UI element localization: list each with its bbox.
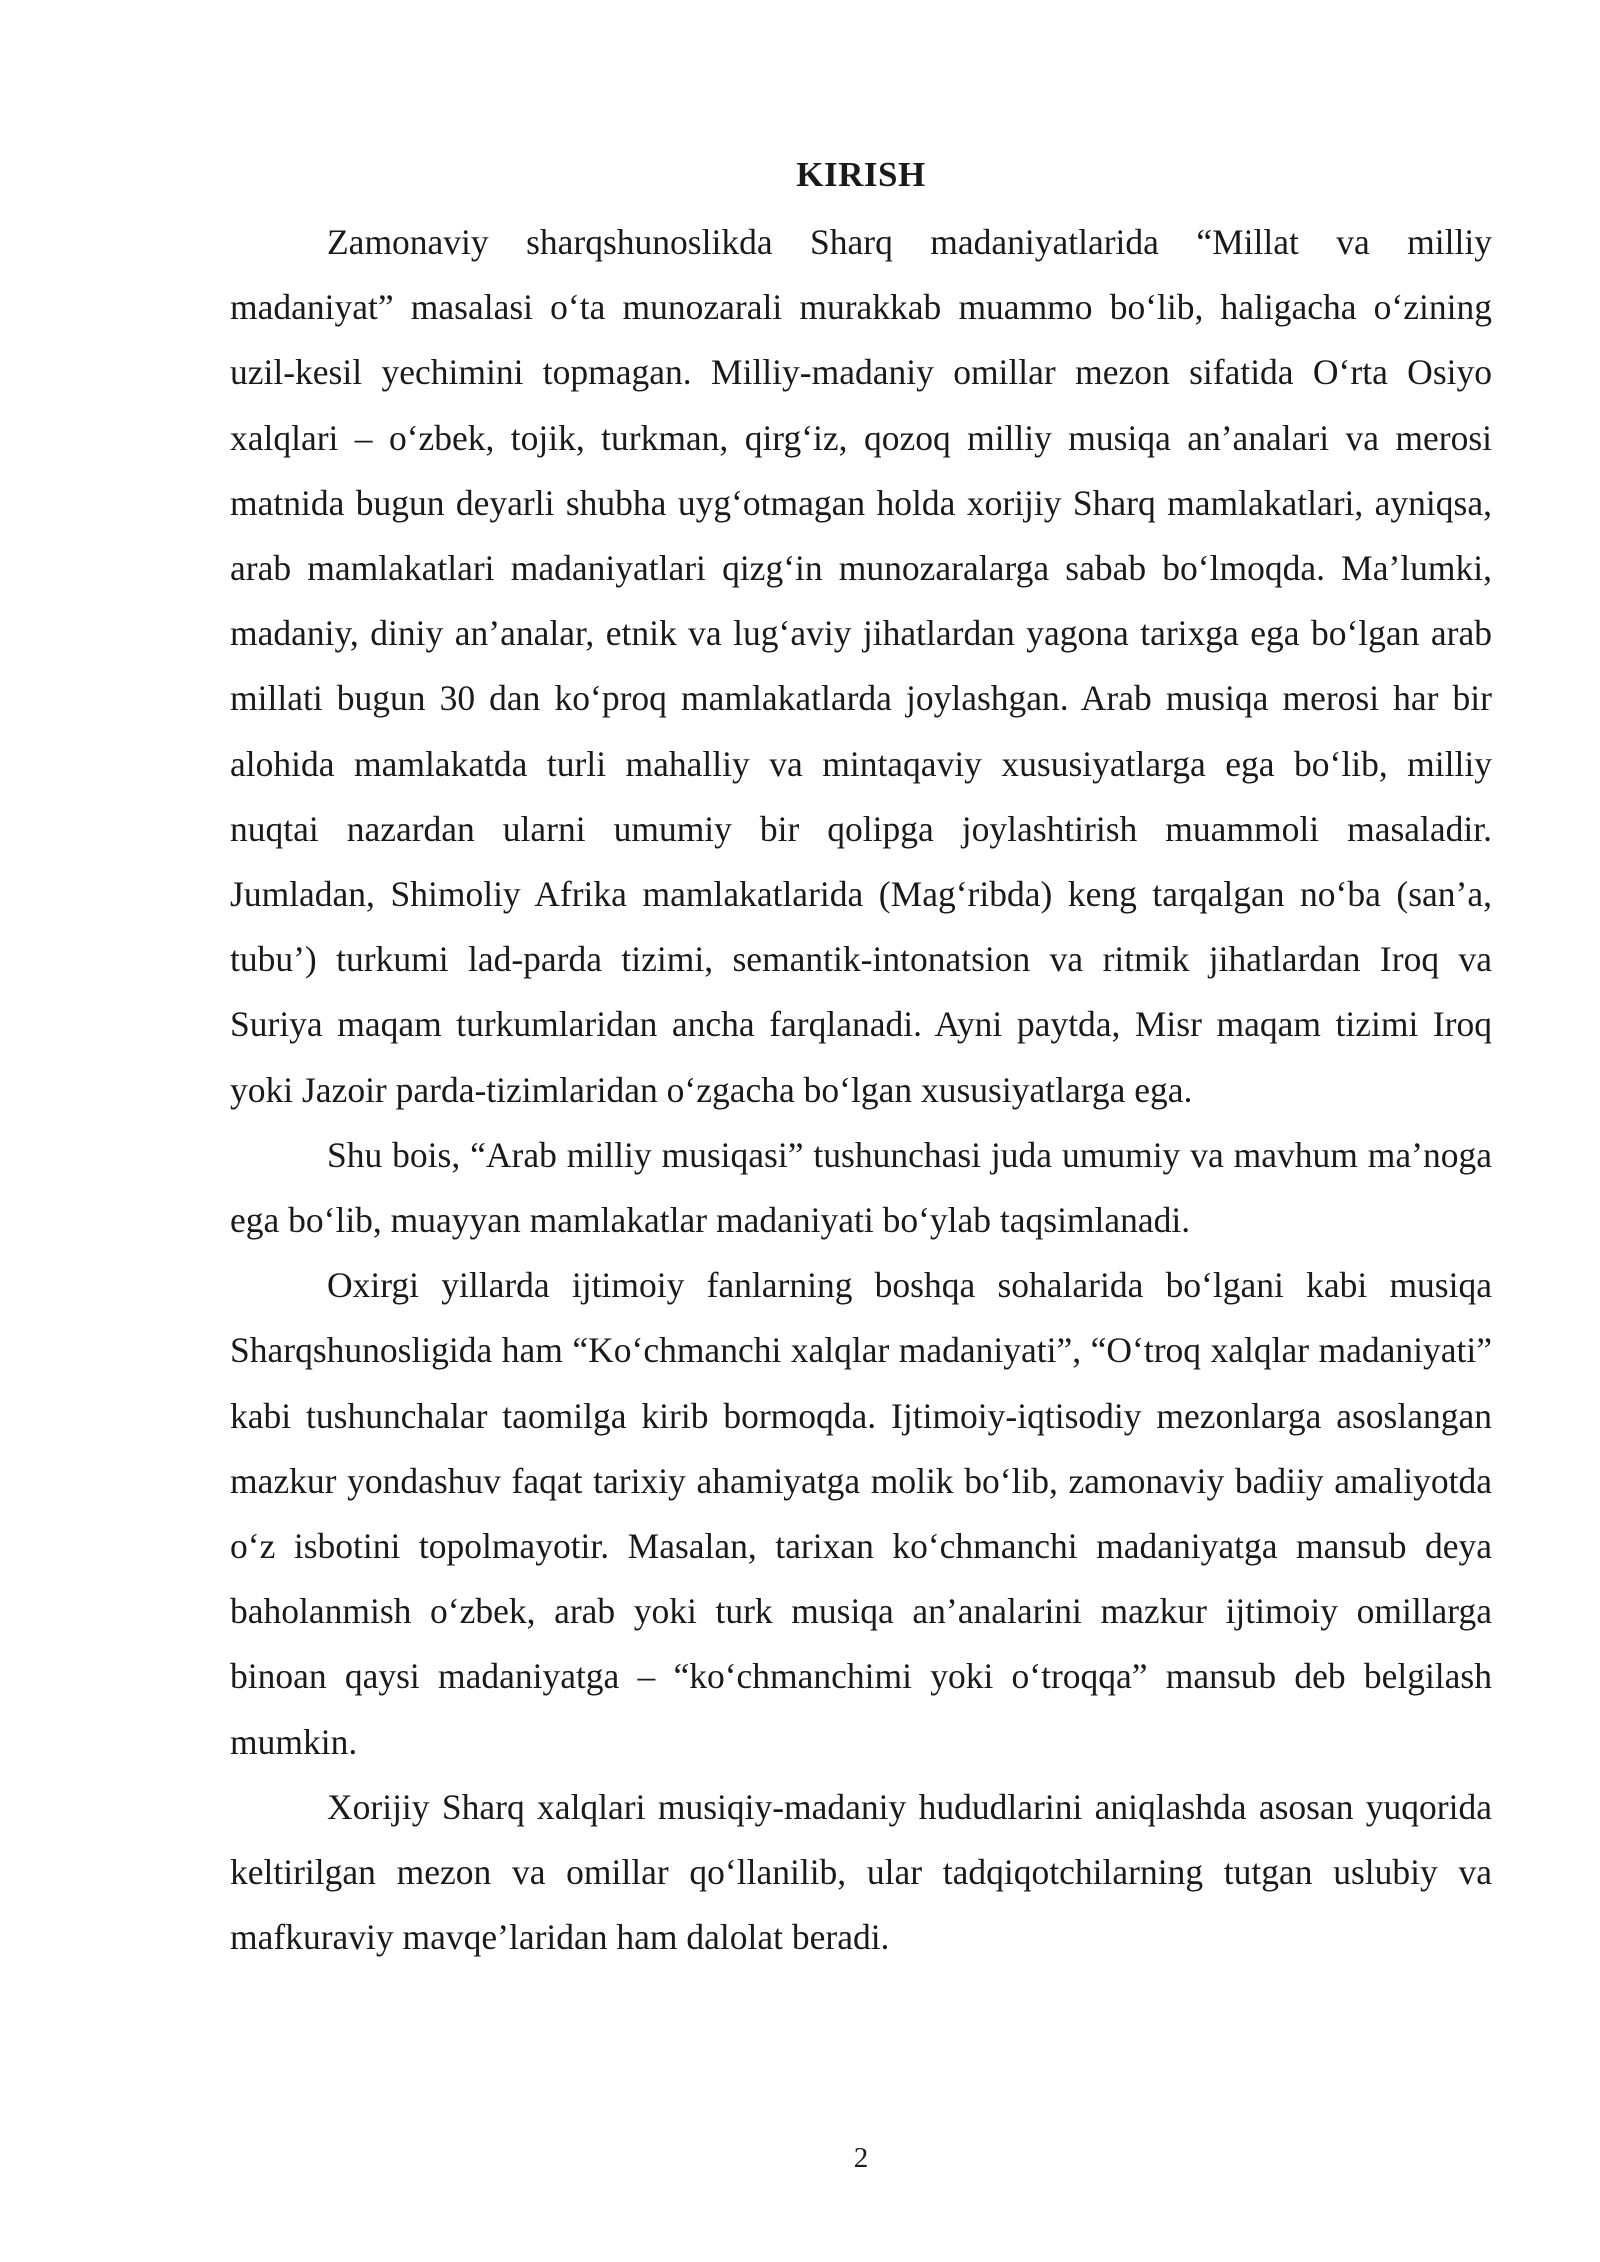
paragraph-2: Shu bois, “Arab milliy musiqasi” tushunchasi juda umumiy va mavhum ma’noga ega bo‘lib, muayyan mamlakatlar madaniyati bo‘ylab taqsimlanadi. xyxy=(230,1134,1492,1241)
page-number: 2 xyxy=(853,2142,869,2174)
body-text xyxy=(230,210,1492,1970)
paragraph-3: Oxirgi yillarda ijtimoiy fanlarning boshqa sohalarida bo‘lgani kabi musiqa Sharqshunosligida ham “Ko‘chmanchi xalqlar madaniyati”, “O‘troq xalqlar madaniyati” kabi tushunchalar taomilga kirib bormoqda. Ijtimoiy-iqtisodiy mezonlarga asoslangan mazkur yondashuv faqat tarixiy ahamiyatga molik bo‘lib, zamonaviy badiiy amaliyotda o‘z isbotini topolmayotir. Masalan, tarixan ko‘chmanchi madaniyatga mansub deya baholanmish o‘zbek, arab yoki turk musiqa an’analarini mazkur ijtimoiy omillarga binoan qaysi madaniyatga – “ko‘chmanchimi yoki o‘troqqa” mansub deb belgilash mumkin. xyxy=(230,1265,1492,1762)
page-title: KIRISH xyxy=(796,155,926,194)
paragraph-1: Zamonaviy sharqshunoslikda Sharq madaniyatlarida “Millat va milliy madaniyat” masalasi o‘ta munozarali murakkab muammo bo‘lib, haligacha o‘zining uzil-kesil yechimini topmagan. Milliy-madaniy omillar mezon sifatida O‘rta Osiyo xalqlari – o‘zbek, tojik, turkman, qirg‘iz, qozoq milliy musiqa an’analari va merosi matnida bugun deyarli shubha uyg‘otmagan holda xorijiy Sharq mamlakatlari, ayniqsa, arab mamlakatlari madaniyatlari qizg‘in munozaralarga sabab bo‘lmoqda. Ma’lumki, madaniy, diniy an’analar, etnik va lug‘aviy jihatlardan yagona tarixga ega bo‘lgan arab millati bugun 30 dan ko‘proq mamlakatlarda joylashgan. Arab musiqa merosi har bir alohida mamlakatda turli mahalliy va mintaqaviy xususiyatlarga ega bo‘lib, milliy nuqtai nazardan ularni umumiy bir qolipga joylashtirish muammoli masaladir. Jumladan, Shimoliy Afrika mamlakatlarida (Mag‘ribda) keng tarqalgan no‘ba (san’a, tubu’) turkumi lad-parda tizimi, semantik-intonatsion va ritmik jihatlardan Iroq va Suriya maqam turkumlaridan ancha farqlanadi. Ayni paytda, Misr maqam tizimi Iroq yoki Jazoir parda-tizimlaridan o‘zgacha bo‘lgan xususiyatlarga ega. xyxy=(230,222,1492,1110)
paragraph-4: Xorijiy Sharq xalqlari musiqiy-madaniy hududlarini aniqlashda asosan yuqorida keltirilgan mezon va omillar qo‘llanilib, ular tadqiqotchilarning tutgan uslubiy va mafkuraviy mavqe’laridan ham dalolat beradi. xyxy=(230,1786,1492,1958)
